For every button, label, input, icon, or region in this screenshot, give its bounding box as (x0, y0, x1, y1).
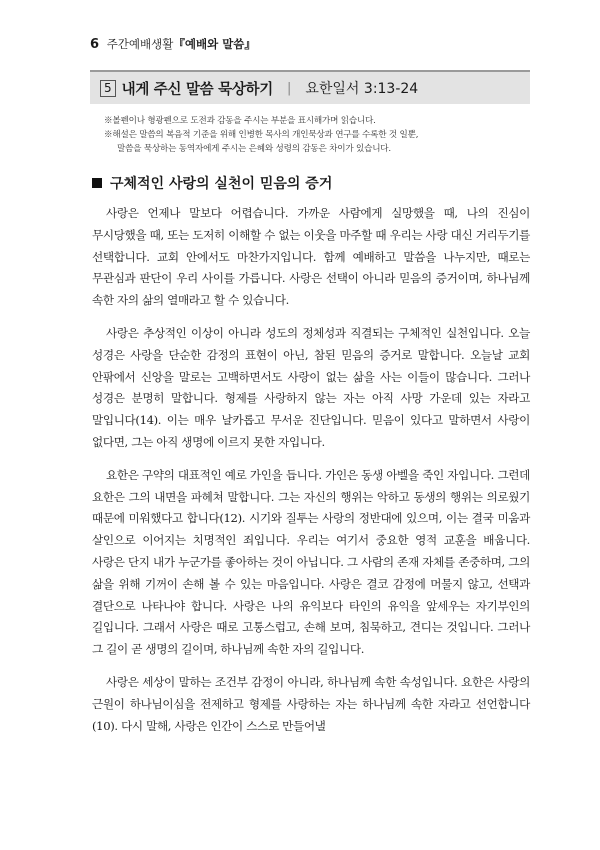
note-line: 말씀을 묵상하는 동역자에게 주시는 은혜와 성령의 감동은 차이가 있습니다. (117, 144, 391, 154)
paragraph: 사랑은 세상이 말하는 조건부 감정이 아니라, 하나님께 속한 속성입니다. 요한은 사랑의 근원이 하나님이심을 전제하고 형제를 사랑하는 자는 하나님께 속한 자라고 선언합니다(10). 다시 말해, 사랑은 인간이 스스로 만들어낼 (92, 674, 530, 733)
running-header (90, 36, 530, 52)
subheading-text: 구체적인 사랑의 실천이 믿음의 증거 (110, 176, 333, 192)
subheading (92, 173, 332, 193)
square-bullet-icon (92, 178, 102, 188)
paragraph: 사랑은 언제나 말보다 어렵습니다. 가까운 사람에게 실망했을 때, 나의 진심이 무시당했을 때, 또는 도저히 이해할 수 없는 이웃을 마주할 때 우리는 사랑 대신 거리두기를 선택합니다. 교회 안에서도 마찬가지입니다. 함께 예배하고 말씀을 나누지만, 때로는 무관심과 판단이 우리 사이를 가릅니다. 사랑은 선택이 아니라 믿음의 증거이며, 하나님께 속한 자의 삶의 열매라고 할 수 있습니다. (92, 206, 530, 308)
reading-notes (104, 114, 534, 156)
paragraph: 사랑은 추상적인 이상이 아니라 성도의 정체성과 직결되는 구체적인 실천입니다. 오늘 성경은 사랑을 단순한 감정의 표현이 아닌, 참된 믿음의 증거로 말합니다. 오늘날 교회 안팎에서 신앙을 말로는 고백하면서도 사랑이 없는 삶을 사는 이들이 많습니다. 그러나 성경은 분명히 말합니다. 형제를 사랑하지 않는 자는 아직 사망 가운데 있는 자라고 말입니다(14). 이는 매우 날카롭고 무서운 진단입니다. 믿음이 있다고 말하면서 사랑이 없다면, 그는 아직 생명에 이르지 못한 자입니다. (92, 325, 530, 449)
section-title: 내게 주신 말씀 묵상하기 (121, 81, 273, 98)
scripture-reference: 요한일서 3:13-24 (305, 81, 419, 97)
section-title-box (90, 70, 530, 104)
page-number: 6 (90, 37, 100, 52)
running-title-bold: 『예배와 말씀』 (173, 37, 256, 51)
section-number: 5 (100, 80, 116, 97)
note-line: ※볼펜이나 형광펜으로 도전과 감동을 주시는 부분을 표시해가며 읽습니다. (104, 116, 376, 126)
note-line: ※해설은 말씀의 복음적 기준을 위해 인병한 목사의 개인묵상과 연구를 수록한 것 일뿐, (104, 130, 419, 140)
running-title: 주간예배생활 (106, 37, 174, 51)
title-separator: | (286, 80, 292, 96)
body-text (92, 203, 530, 748)
paragraph: 요한은 구약의 대표적인 예로 가인을 듭니다. 가인은 동생 아벨을 죽인 자입니다. 그런데 요한은 그의 내면을 파헤쳐 말합니다. 그는 자신의 행위는 악하고 동생의 행위는 의로웠기 때문에 미워했다고 합니다(12). 시기와 질투는 사랑의 정반대에 있으며, 이는 결국 미움과 살인으로 이어지는 치명적인 죄입니다. 우리는 여기서 중요한 영적 교훈을 배웁니다. 사랑은 단지 내가 누군가를 좋아하는 것이 아닙니다. 그 사람의 존재 자체를 존중하며, 그의 삶을 위해 기꺼이 손해 볼 수 있는 마음입니다. 사랑은 결코 감정에 머물지 않고, 선택과 결단으로 나타나야 합니다. 사랑은 나의 유익보다 타인의 유익을 앞세우는 자기부인의 길입니다. 그래서 사랑은 때로 고통스럽고, 손해 보며, 침묵하고, 견디는 것입니다. 그러나 그 길이 곧 생명의 길이며, 하나님께 속한 자의 길입니다. (92, 467, 530, 657)
